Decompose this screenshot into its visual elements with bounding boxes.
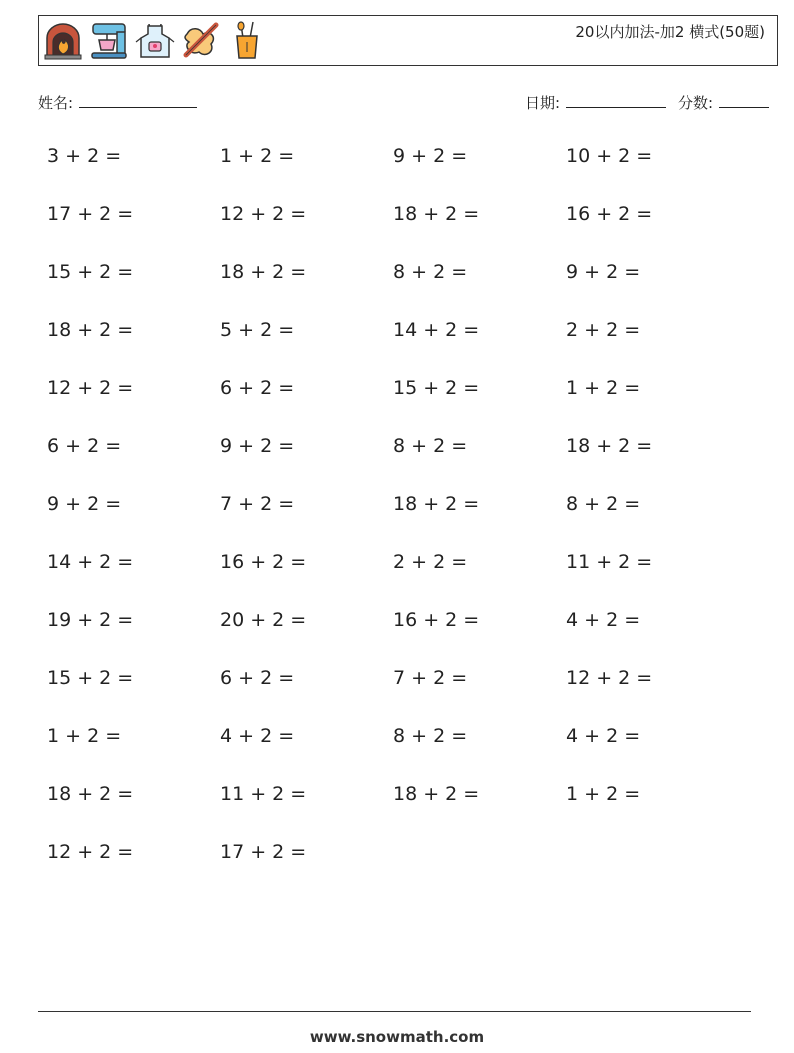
- problem-item: 8 + 2 =: [393, 261, 468, 283]
- problem-item: 9 + 2 =: [393, 145, 468, 167]
- worksheet-header: [38, 15, 778, 66]
- problem-item: 6 + 2 =: [220, 377, 295, 399]
- problem-item: 6 + 2 =: [47, 435, 122, 457]
- problem-item: 18 + 2 =: [47, 319, 134, 341]
- footer-website: www.snowmath.com: [309, 1028, 485, 1046]
- problem-item: 20 + 2 =: [220, 609, 307, 631]
- problem-item: 7 + 2 =: [220, 493, 295, 515]
- problem-item: 18 + 2 =: [393, 783, 480, 805]
- problem-item: 4 + 2 =: [566, 725, 641, 747]
- worksheet-title: 20以内加法-加2 横式(50题): [575, 23, 765, 41]
- problem-item: 11 + 2 =: [566, 551, 653, 573]
- problem-item: 12 + 2 =: [47, 377, 134, 399]
- problem-item: 1 + 2 =: [566, 783, 641, 805]
- problem-item: 18 + 2 =: [220, 261, 307, 283]
- problem-item: 5 + 2 =: [220, 319, 295, 341]
- problem-item: 8 + 2 =: [566, 493, 641, 515]
- problem-item: 7 + 2 =: [393, 667, 468, 689]
- problem-item: 12 + 2 =: [47, 841, 134, 863]
- problem-item: 2 + 2 =: [566, 319, 641, 341]
- problem-item: 8 + 2 =: [393, 725, 468, 747]
- problem-item: 16 + 2 =: [393, 609, 480, 631]
- problem-item: 15 + 2 =: [47, 667, 134, 689]
- score-field: [678, 92, 769, 113]
- problem-item: 1 + 2 =: [47, 725, 122, 747]
- score-label: 分数:: [678, 94, 714, 112]
- date-field: [525, 92, 666, 113]
- problem-item: 3 + 2 =: [47, 145, 122, 167]
- problem-item: 1 + 2 =: [566, 377, 641, 399]
- utensil-holder-icon: [227, 20, 267, 60]
- problem-item: 17 + 2 =: [220, 841, 307, 863]
- problem-item: 19 + 2 =: [47, 609, 134, 631]
- date-line: [566, 93, 666, 108]
- problem-item: 8 + 2 =: [393, 435, 468, 457]
- problem-item: 16 + 2 =: [566, 203, 653, 225]
- problem-item: 14 + 2 =: [47, 551, 134, 573]
- footer-divider: [38, 1011, 751, 1012]
- problem-item: 18 + 2 =: [566, 435, 653, 457]
- problem-item: 12 + 2 =: [566, 667, 653, 689]
- problem-item: 18 + 2 =: [393, 493, 480, 515]
- rolling-pin-icon: [181, 20, 221, 60]
- fireplace-icon: [43, 20, 83, 60]
- problem-item: 14 + 2 =: [393, 319, 480, 341]
- problem-item: 17 + 2 =: [47, 203, 134, 225]
- problem-item: 4 + 2 =: [566, 609, 641, 631]
- header-icons: [43, 20, 267, 60]
- name-field: [38, 92, 197, 113]
- date-label: 日期:: [525, 94, 561, 112]
- problem-item: 2 + 2 =: [393, 551, 468, 573]
- problem-item: 10 + 2 =: [566, 145, 653, 167]
- problem-item: 16 + 2 =: [220, 551, 307, 573]
- problem-item: 15 + 2 =: [393, 377, 480, 399]
- score-line: [719, 93, 769, 108]
- problem-item: 18 + 2 =: [393, 203, 480, 225]
- problem-item: 9 + 2 =: [566, 261, 641, 283]
- name-line: [79, 93, 197, 108]
- problem-item: 4 + 2 =: [220, 725, 295, 747]
- problem-item: 18 + 2 =: [47, 783, 134, 805]
- problem-item: 11 + 2 =: [220, 783, 307, 805]
- problem-item: 6 + 2 =: [220, 667, 295, 689]
- name-label: 姓名:: [38, 94, 74, 112]
- stand-mixer-icon: [89, 20, 129, 60]
- problem-item: 1 + 2 =: [220, 145, 295, 167]
- chef-apron-icon: [135, 20, 175, 60]
- problem-item: 12 + 2 =: [220, 203, 307, 225]
- problem-item: 9 + 2 =: [47, 493, 122, 515]
- problem-item: 9 + 2 =: [220, 435, 295, 457]
- problem-item: 15 + 2 =: [47, 261, 134, 283]
